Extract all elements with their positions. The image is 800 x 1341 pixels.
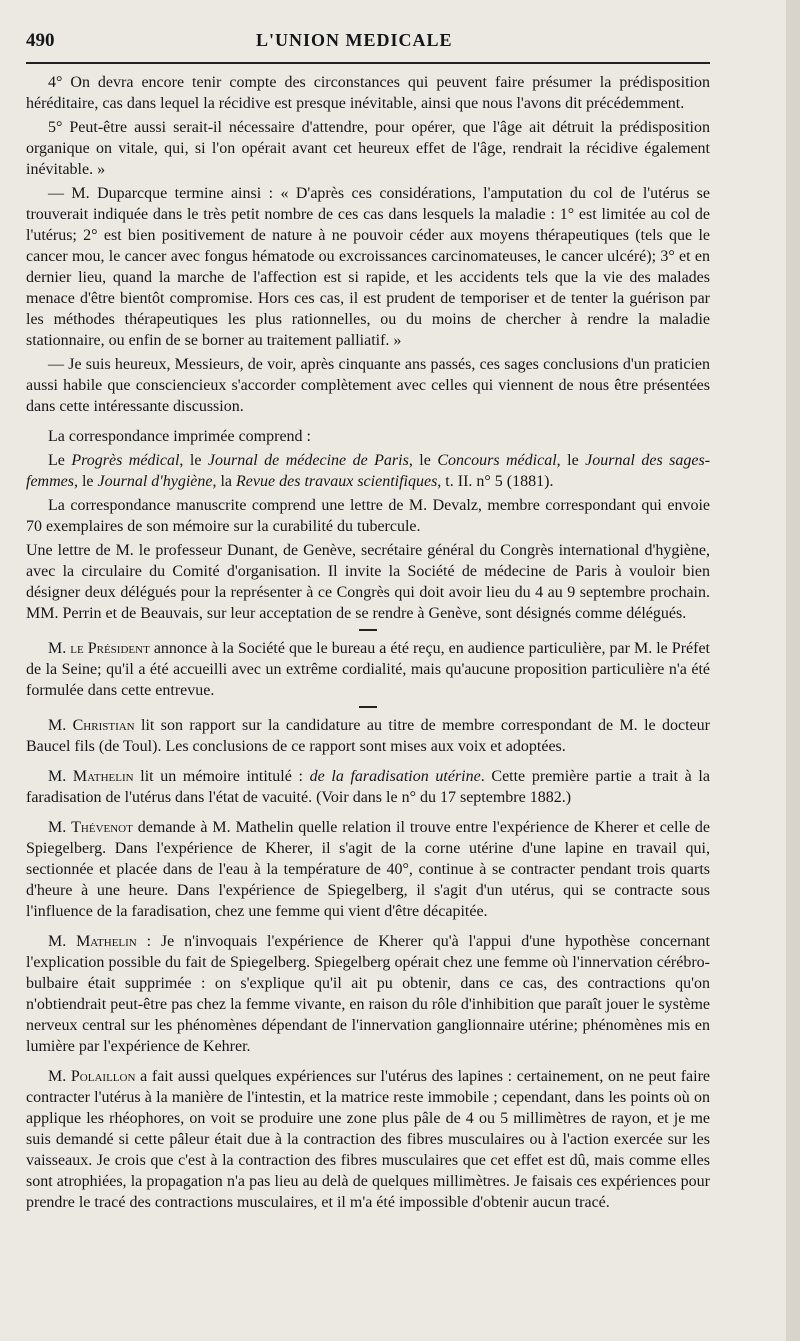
paragraph-mathelin-memoir: M. Mathelin lit un mémoire intitulé : de la faradisation utérine. Cette première partie a trait à la faradisation de l'utérus dans l'état de vacuité. (Voir dans le n° du 17 septembre 1882.) — [26, 768, 710, 806]
speaker-name: Christian — [72, 717, 135, 734]
page-header — [26, 30, 710, 64]
speaker-name: Mathelin — [72, 768, 134, 785]
publication-title: Progrès médical — [71, 452, 180, 469]
publication-title: Concours médical — [437, 452, 557, 469]
paragraph-conclusion: — Je suis heureux, Messieurs, de voir, après cinquante ans passés, ces sages conclusions d'un praticien aussi habile que consciencieux s'accorder complètement avec celles qui viennent de nous être présentées dans cette intéressante discussion. — [26, 356, 710, 415]
paragraph-duparcque: — M. Duparcque termine ainsi : « D'après ces considérations, l'amputation du col de l'utérus se trouverait indiquée dans le très petit nombre de ces cas dans lesquels la maladie : 1° est limitée au col de l'utérus; 2° est bien positivement de nature à ne pouvoir céder aux moyens thérapeutiques (tels que le cancer mou, le cancer avec fongus hématode ou excroissances carcinomateuses, le cancer ulcéré); 3° et en dernier lieu, quand la marche de l'affection est si rapide, et les accidents tels que la vie des malades menace d'être bientôt compromise. Hors ces cas, il est prudent de temporiser et de tenter la guérison par les méthodes thérapeutiques les plus rationnelles, ou du moins de chercher à rendre la maladie stationnaire, ou enfin de se borner au traitement palliatif. » — [26, 185, 710, 349]
paragraph-publications-list: Le Progrès médical, le Journal de médecine de Paris, le Concours médical, le Journal des sages-femmes, le Journal d'hygiène, la Revue des travaux scientifiques, t. II. n° 5 (1881). — [26, 452, 711, 490]
paragraph-thevenot: M. Thévenot demande à M. Mathelin quelle relation il trouve entre l'expérience de Kherer et celle de Spiegelberg. Dans l'expérience de Kherer, il s'agit de la corne utérine d'une lapine en travail qui, sectionnée et placée dans de l'eau à la température de 40°, continue à se contracter pendant trois quarts d'heure à une heure. Dans l'expérience de Spiegelberg, il s'agit d'un utérus, qui se contracte sous l'influence de la faradisation, chez une femme qui vient d'être décapitée. — [26, 819, 710, 920]
page-number: 490 — [26, 30, 55, 51]
paragraph-printed-correspondence: La correspondance imprimée comprend : — [48, 428, 311, 445]
paragraph-president: M. le Président annonce à la Société que le bureau a été reçu, en audience particulière, par M. le Préfet de la Seine; qu'il a été accueilli avec un extrême cordialité, mais qu'aucune proposition particulière n'a été formulée dans cette entrevue. — [26, 640, 710, 699]
journal-title: L'UNION MEDICALE — [256, 30, 453, 50]
article-body — [26, 64, 710, 1213]
publication-title: Journal d'hygiène — [97, 473, 213, 490]
paragraph-christian: M. Christian lit son rapport sur la candidature au titre de membre correspondant de M. le docteur Baucel fils (de Toul). Les conclusions de ce rapport sont mises aux voix et adoptées. — [26, 717, 710, 755]
paragraph-5th-point: 5° Peut-être aussi serait-il nécessaire d'attendre, pour opérer, que l'âge ait détruit la prédisposition organique on vitale, qui, si l'on opérait avant cet heureux effet de l'âge, rendrait la récidive également inévitable. » — [26, 119, 710, 178]
section-separator — [359, 629, 377, 631]
speaker-name: Mathelin — [76, 933, 137, 950]
memoir-title: de la faradisation utérine — [309, 768, 481, 785]
publication-title: Journal de médecine de Paris — [207, 452, 409, 469]
speaker-name: le Président — [70, 640, 150, 657]
paragraph-mathelin-reply: M. Mathelin : Je n'invoquais l'expérience de Kherer qu'à l'appui d'une hypothèse concernant l'explication possible du fait de Spiegelberg. Spiegelberg opérait chez une femme où l'innervation cérébro-bulbaire était supprimée : on s'explique qu'il ait pu obtenir, dans ce cas, des contractions qu'on n'obtiendrait peut-être pas chez la femme vivante, en raison du rôle d'inhibition que paraît jouer le système nerveux central sur les phénomènes dépendant de l'innervation ganglionnaire utérine; phénomènes mis en lumière par l'expérience de Kehrer. — [26, 933, 710, 1055]
publication-title: Journal des sages-femmes — [26, 452, 711, 490]
paragraph-manuscript-correspondence: La correspondance manuscrite comprend une lettre de M. Devalz, membre correspondant qui envoie 70 exemplaires de son mémoire sur la curabilité du tubercule. — [26, 497, 710, 535]
paragraph-dunant-letter: Une lettre de M. le professeur Dunant, de Genève, secrétaire général du Congrès international d'hygiène, avec la circulaire du Comité d'organisation. Il invite la Société de médecine de Paris à vouloir bien désigner deux délégués pour la représenter à ce Congrès qui doit avoir lieu du 4 au 9 septembre prochain. MM. Perrin et de Beauvais, sur leur acceptation de se rendre à Genève, sont désignés comme délégués. — [26, 542, 710, 622]
paragraph-polaillon: M. Polaillon a fait aussi quelques expériences sur l'utérus des lapines : certainement, on ne peut faire contracter l'utérus à la manière de l'intestin, et la matrice reste immobile ; cependant, dans les points où on applique les rhéophores, on voit se produire une zone plus pâle de 4 ou 5 millimètres de rayon, et je me suis demandé si cette pâleur était due à la contraction des fibres musculaires ou à l'action exercée sur les vaisseaux. Je crois que c'est à la contraction des fibres musculaires que cet effet est dû, mais comme elles sont atrophiées, la propagation n'a pas lieu au delà de quelques millimètres. Je faisais ces expériences pour prendre le tracé des contractions musculaires, et il m'a été impossible d'obtenir aucun tracé. — [26, 1068, 710, 1211]
publication-title: Revue des travaux scientifiques — [236, 473, 438, 490]
section-separator — [359, 706, 377, 708]
speaker-name: Polaillon — [70, 1068, 136, 1085]
speaker-name: Thévenot — [71, 819, 133, 836]
page-edge — [786, 0, 800, 1341]
paragraph-4th-point: 4° On devra encore tenir compte des circonstances qui peuvent faire présumer la prédisposition héréditaire, cas dans lequel la récidive est presque inévitable, ainsi que nous l'avons dit précédemment. — [26, 74, 710, 112]
